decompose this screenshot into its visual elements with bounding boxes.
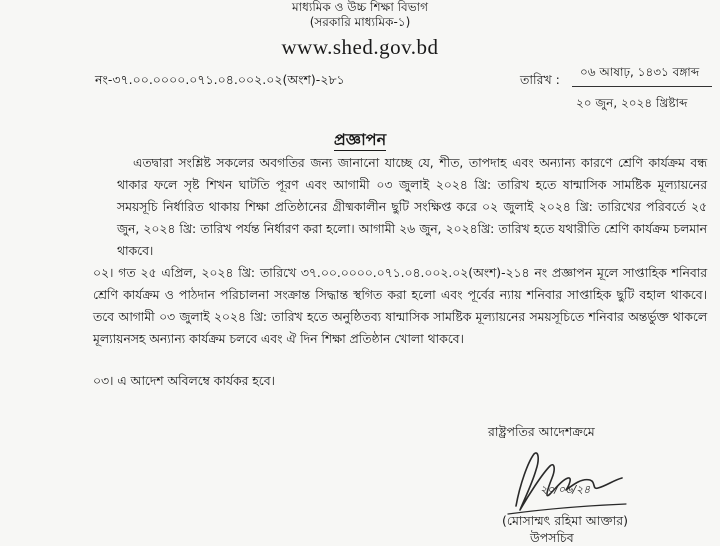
- signature-date-text: ২০/০৬/২৪: [540, 483, 591, 496]
- order-line: রাষ্ট্রপতির আদেশক্রমে: [488, 424, 595, 439]
- date-bangla: ০৬ আষাঢ়, ১৪৩১ বঙ্গাব্দ: [580, 65, 700, 79]
- paragraph-3: ০৩। এ আদেশ অবিলম্বে কার্যকর হবে।: [93, 374, 275, 388]
- paragraph-1: এতদ্বারা সংশ্লিষ্ট সকলের অবগতির জন্য জানানো যাচ্ছে যে, শীত, তাপদাহ এবং অন্যান্য কারণে শ্রেণি কার্যক্রম বন্ধ থাকার ফলে সৃষ্ট শিখন ঘাটতি পূরণ এবং আগামী ০৩ জুলাই ২০২৪ খ্রি: তারিখ হতে ষান্মাসিক সামষ্টিক মূল্যায়নের সময়সূচি নির্ধারিত থাকায় শিক্ষা প্রতিষ্ঠানের গ্রীষ্মকালীন ছুটি সংক্ষিপ্ত করে ০২ জুলাই ২০২৪ খ্রি: তারিখের পরিবর্তে ২৫ জুন, ২০২৪ খ্রি: তারিখ পর্যন্ত নির্ধারণ করা হলো। আগামী ২৬ জুন, ২০২৪খ্রি: তারিখ হতে যথারীতি শ্রেণি কার্যক্রম চলমান থাকবে।: [117, 156, 707, 258]
- signer-name: (মোসাম্মৎ রহিমা আক্তার): [502, 513, 628, 528]
- paragraph-2: ০২। গত ২৫ এপ্রিল, ২০২৪ খ্রি: তারিখে ৩৭.০০.০০০০.০৭১.০৪.০০২.০২(অংশ)-২১৪ নং প্রজ্ঞাপন মূলে সাপ্তাহিক শনিবার শ্রেণি কার্যক্রম ও পাঠদান পরিচালনা সংক্রান্ত সিদ্ধান্ত স্থগিত করা হলো এবং পূর্বের ন্যায় শনিবার সাপ্তাহিক ছুটি বহাল থাকবে। তবে আগামী ০৩ জুলাই ২০২৪ খ্রি: তারিখ হতে অনুষ্ঠিতব্য ষান্মাসিক সামষ্টিক মূল্যায়নের সময়সূচিতে শনিবার অন্তর্ভুক্ত থাকলে মূল্যায়নসহ অন্যান্য কার্যক্রম চলবে এবং ঐ দিন শিক্ষা প্রতিষ্ঠান খোলা থাকবে।: [93, 266, 707, 346]
- ministry-name: মাধ্যমিক ও উচ্চ শিক্ষা বিভাগ: [291, 0, 429, 14]
- notice-title: [0, 130, 720, 150]
- memo-number: নং-৩৭.০০.০০০০.০৭১.০৪.০০২.০২(অংশ)-২৮১: [95, 72, 345, 87]
- date-label: তারিখ :: [520, 72, 560, 87]
- date-block: [572, 62, 712, 120]
- signature-date: [538, 476, 598, 500]
- website-link[interactable]: www.shed.gov.bd: [281, 35, 439, 59]
- date-gregorian: ২০ জুন, ২০২৪ খ্রিষ্টাব্দ: [576, 96, 688, 110]
- date-divider: [572, 86, 712, 87]
- signature-block: [470, 420, 720, 546]
- section-name: (সরকারি মাধ্যমিক-১): [309, 15, 411, 29]
- notice-title-text: প্রজ্ঞাপন: [333, 130, 387, 149]
- signer-designation: উপসচিব: [530, 530, 574, 545]
